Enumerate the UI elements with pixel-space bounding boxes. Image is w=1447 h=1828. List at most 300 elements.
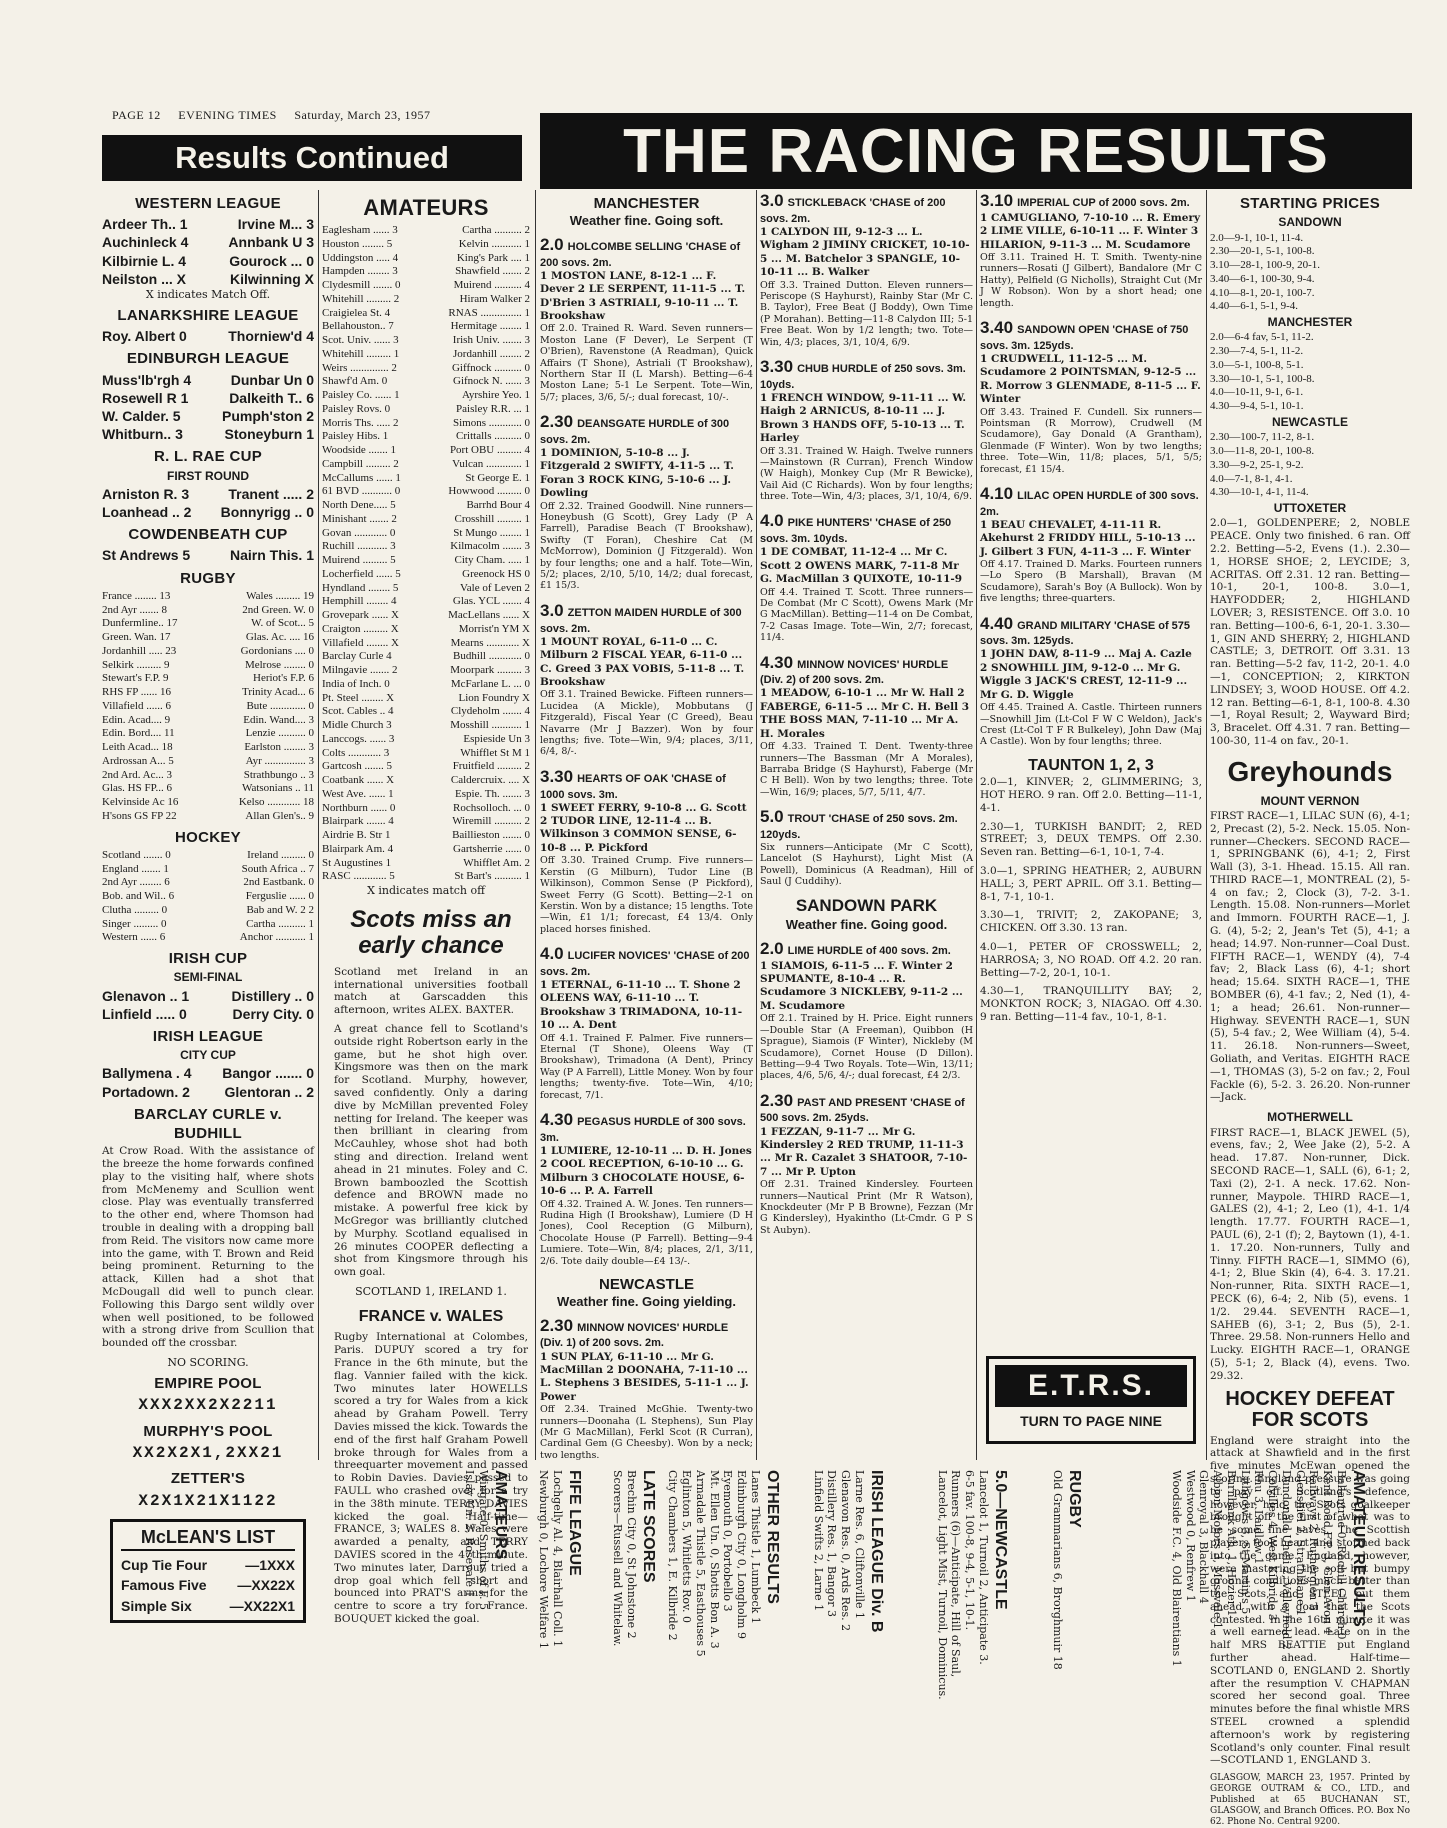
sandown-continued-races [980, 190, 1202, 748]
race-placings: 1 MOUNT ROYAL, 6-11-0 ... C. Milburn 2 FISCAL YEAR, 6-11-0 ... C. Greed 3 PAX VOBIS, 5-11-8 ... T. Brookshaw [540, 635, 745, 688]
rotated-results-text [935, 1470, 1010, 1730]
race-placings: 1 DOMINION, 5-10-8 ... J. Fitzgerald 2 SWIFTY, 4-11-5 ... T. Foran 3 ROCK KING, 5-10-6 ... J. Dowling [540, 446, 734, 500]
rotated-result-line: Lochgelly Al. 4, Blairhall Coll. 1 [551, 1470, 564, 1648]
away-team-score: Howwood ......... 0 [448, 485, 530, 498]
home-team-score: Dunfermline.. 17 [102, 617, 178, 630]
race-name: PIKE HUNTERS' 'CHASE of 250 sovs. 3m. 10yds. [760, 517, 952, 546]
home-team-score: RHS FP ...... 16 [102, 686, 171, 699]
result-row [102, 659, 314, 673]
newcastle-weather: Weather fine. Going yielding. [557, 1294, 736, 1310]
race-name: CHUB HURDLE of 250 sovs. 3m. 10yds. [760, 362, 966, 391]
race-details: Off 2.1. Trained by H. Price. Eight runners—Double Star (A Freeman), Quibbon (H Sprague), Siamois (F Winter), Nickleby (M Scudamore), Cornet House (D Dillon). Betting—9-4 Two Royals. Tote—Win, 13/11; places, 4/6, 5/6, 4/-; dual forecast, £4 2/3. [760, 1013, 973, 1082]
race-time: 2.30 [760, 1090, 794, 1110]
away-team-score: Vulcan ............. 1 [452, 457, 530, 470]
result-row [102, 810, 314, 824]
result-row [322, 279, 530, 293]
away-team-score: RNAS ............... 1 [448, 306, 530, 319]
rotated-results-heading: OTHER RESULTS [764, 1470, 781, 1604]
race-title [760, 652, 973, 688]
race-result [540, 1315, 753, 1462]
rotated-results-text [463, 1470, 511, 1730]
rotated-results-heading: IRISH LEAGUE Div. B [868, 1470, 885, 1633]
race-placings: 1 MOSTON LANE, 8-12-1 ... F. Dever 2 LE SERPENT, 11-11-5 ... T. D'Brien 3 ASTRIALI, 9-10-11 ... T. Brookshaw [540, 269, 746, 322]
away-team-score: Cartha .......... 2 [462, 224, 530, 237]
away-team-score: Port OBU ......... 4 [449, 444, 530, 457]
home-team-score: Kelvinside Ac 16 [102, 796, 179, 809]
etrs-box [986, 1356, 1196, 1444]
home-team-score: Villafield ........ X [322, 636, 399, 649]
result-row [322, 788, 530, 802]
rotated-result-line: 6-5 fav. 100-8, 9-4, 5-1, 10-1. [963, 1470, 977, 1631]
race-title [540, 1315, 753, 1351]
issue-date: Saturday, March 23, 1957 [294, 108, 431, 122]
result-row: Portadown. 2 Glentoran .. 2 [102, 1083, 314, 1100]
race-details: Off 3.11. Trained H. T. Smith. Twenty-nine runners—Rosati (J Gilbert), Bandalore (Mr C Hatty), Pelfield (G Nicholls), Straight Cut (Mr J W Robson). Won by a short head; one length. [980, 252, 1202, 309]
result-line: 2.30—7-4, 5-1, 11-2. [1210, 345, 1304, 358]
away-team-score: St Bart's .......... 1 [454, 870, 530, 883]
away-team-score: Barrhd Bour 4 [466, 499, 530, 512]
away-team-score: Clydeholm ....... 4 [450, 705, 530, 718]
race-title [540, 234, 753, 270]
column-rule [318, 190, 319, 1460]
home-team-score: Green. Wan. 17 [102, 631, 171, 644]
rotated-result-line: Rhu 3, Laidlaw 1 [1252, 1470, 1266, 1565]
rae-cup-round: FIRST ROUND [167, 468, 249, 483]
page-number: PAGE 12 [112, 108, 161, 122]
irish-cup-round: SEMI-FINAL [173, 970, 243, 985]
home-team-score: Morris Ths. ..... 2 [322, 416, 399, 429]
sandown-races [760, 938, 973, 1236]
result-row: Linfield ..... 0 Derry City. 0 [102, 1005, 314, 1022]
result-row [102, 617, 314, 631]
away-team-score: Bute ............. 0 [246, 699, 314, 712]
result-row [322, 458, 530, 472]
race-name: HEARTS OF OAK 'CHASE of 1000 sovs. 3m. [540, 772, 726, 801]
home-team-score: Midle Church 3 [322, 719, 392, 732]
result-line: 3.10—28-1, 100-9, 20-1. [1210, 259, 1320, 272]
result-line: 3.0—1, SPRING HEATHER; 2, AUBURN HALL; 3, PERT APRIL. Off 3.1. Betting—8-1, 7-1, 10-1. [980, 865, 1202, 903]
away-team-score: Muirend .......... 4 [453, 279, 530, 292]
result-row [322, 678, 530, 692]
result-row [322, 307, 530, 321]
race-time: 3.30 [760, 356, 794, 376]
race-name: LILAC OPEN HURDLE of 300 sovs. 2m. [980, 489, 1199, 518]
scots-miss-intro: Scotland met Ireland in an international universities football match at Garscadden this afternoon, writes ALEX. BAXTER. [334, 965, 528, 1017]
result-row [322, 774, 530, 788]
result-row [322, 664, 530, 678]
murphys-pool-line: XX2X2X1,2XX21 [132, 1443, 284, 1462]
result-row: Rosewell R 1 Dalkeith T.. 6 [102, 389, 314, 406]
cowdenbeath-cup-heading: COWDENBEATH CUP [128, 526, 288, 544]
result-row [322, 499, 530, 513]
manchester-weather: Weather fine. Going soft. [569, 213, 724, 229]
away-team-score: Espie. Th. ....... 3 [455, 787, 530, 800]
result-row [102, 631, 314, 645]
away-team-score: Cartha .......... 1 [246, 917, 314, 930]
motherwell-results: FIRST RACE—1, BLACK JEWEL (5), evens, fav.; 2, Wee Jake (2), 5-2. A head. 17.87. Non-runner, Dick. SECOND RACE—1, SALL (6), 6-1; 2, Taxi (2), 2-1. A neck. 17.62. Non-runner, Maypole. THIRD RACE—1, GALES (2), 4-1; 2, Leo (1), 4-1. 1/4 length. 17.77. FOURTH RACE—1, PAUL (6), 2-1 (f); 2, Baytown (1), 4-1. 1. 17.20. Non-runners, Tully and Tinny. FIFTH RACE—1, SIMMO (6), 4-1; 2, Blue Skin (4), 6-4. 3. 17.21. Non-runner, Rita. SIXTH RACE—1, PECK (6), 6-4; 2, Nib (5), evens. 1 1/2. 29.44. SEVENTH RACE—1, SAHEB (6), 3-1; 2, Bus (5), 2-1. Three. 29.58. Non-runners Hello and Lucky. EIGHTH RACE—1, ORANGE (5), 5-1; 2, Black (4), evens. Two. 29.32. [1210, 1126, 1410, 1382]
result-row [322, 540, 530, 554]
result-row [322, 403, 530, 417]
race-result [760, 356, 973, 503]
race-placings: 1 BEAU CHEVALET, 4-11-11 R. Akehurst 2 FRIDDY HILL, 5-10-13 ... J. Gilbert 3 FUN, 4-11-3 ... F. Winter [980, 518, 1196, 558]
home-team-score: 2nd Ard. Ac... 3 [102, 768, 172, 781]
result-row [322, 802, 530, 816]
rae-cup-heading: R. L. RAE CUP [153, 448, 263, 466]
home-team-score: Craigielea St. 4 [322, 306, 391, 319]
rotated-results-block [440, 1470, 510, 1730]
race-title [540, 766, 753, 802]
race-name: PEGASUS HURDLE of 300 sovs. 3m. [540, 1115, 746, 1144]
race-title [760, 190, 973, 226]
race-details: Off 3.30. Trained Crump. Five runners—Kerstin (G Milburn), Tudor Line (B Wilkinson), Common Sense (P Pickford), Sweet Ferry (G Scott). Betting—2-1 on Kerstin. Won by a distance; 15 lengths. Tote—Win, £1 1/1; forecast, £4 13/4. Only placed horses finished. [540, 855, 753, 935]
race-title [980, 613, 1202, 649]
column-rule [976, 190, 977, 1460]
rotated-result-line: Glenroyal 3, Blackhall 4 [1197, 1470, 1211, 1604]
mcleans-row: Famous Five —XX22X [121, 1577, 295, 1594]
race-details: Off 4.1. Trained F. Palmer. Five runners—Eternal (T Shone), Oleens Way (T Brookshaw), Trimadona (A Dent), Princy Way (P A Farrell), Little Money. Won by four lengths; twenty-five. Tote—Win, 4/10; forecast, 7/1. [540, 1032, 753, 1101]
home-team-score: RASC ............ 5 [322, 870, 395, 883]
home-team-score: Barclay Curle 4 [322, 650, 392, 663]
result-row [322, 843, 530, 857]
manchester-races [540, 234, 753, 1267]
rotated-result-line: Newburgh 0, Lochore Welfare 1 [537, 1470, 551, 1649]
result-row [102, 876, 314, 890]
hockey-defeat-headline: HOCKEY DEFEAT FOR SCOTS [1225, 1387, 1395, 1431]
race-name: GRAND MILITARY 'CHASE of 575 sovs. 3m. 125yds. [980, 619, 1191, 648]
race-time: 4.40 [980, 613, 1014, 633]
race-placings: 1 SWEET FERRY, 9-10-8 ... G. Scott 2 TUDOR LINE, 12-11-4 ... B. Wilkinson 3 COMMON SENSE, 6-10-8 ... P. Pickford [540, 801, 747, 854]
race-title [760, 510, 973, 546]
race-name: DEANSGATE HURDLE of 300 sovs. 2m. [540, 418, 730, 446]
race-details: Off 4.4. Trained T. Scott. Three runners—De Combat (Mr C Scott), Owens Mark (Mr G MacMillan). Betting—11-4 on De Combat, 7-2 Casas Image. Tote—Win, 2/7; forecast, 11/4. [760, 586, 973, 644]
race-placings: 1 ETERNAL, 6-11-10 ... T. Shone 2 OLEENS WAY, 6-11-10 ... T. Brookshaw 3 TRIMADONA, 10-11-10 ... A. Dent [540, 978, 743, 1032]
race-placings: 1 LUMIERE, 12-10-11 ... D. H. Jones 2 COOL RECEPTION, 6-10-10 ... G. Milburn 3 CHOCOLATE HOUSE, 6-10-6 ... P. A. Farrell [540, 1144, 752, 1198]
murphys-pool-heading: MURPHY'S POOL [143, 1422, 273, 1440]
home-team-score: Houston ........ 5 [322, 237, 393, 250]
home-team-score: Northburn ...... 0 [322, 801, 396, 814]
away-team-score: Budhill ............ 0 [452, 650, 530, 663]
result-row: Kilbirnie L. 4 Gourock ... 0 [102, 252, 314, 269]
rotated-result-line: Eyemouth 0, Portobello 3 [721, 1470, 735, 1612]
rotated-result-line: Linfield Swifts 2, Larne 1 [811, 1470, 825, 1612]
race-result [540, 766, 753, 935]
away-team-score: Giffnock .......... 0 [451, 361, 530, 374]
paper-name: EVENING TIMES [178, 108, 277, 122]
result-row [322, 554, 530, 568]
race-name: LIME HURDLE of 400 sovs. 2m. [787, 944, 951, 957]
rotated-result-line: Burnbank Ath. 1, Hozier 1 [1225, 1470, 1238, 1617]
column-rule [535, 190, 536, 1460]
race-title [760, 356, 973, 392]
result-row [322, 389, 530, 403]
result-line: 4.30—10-1, 4-1, 11-4. [1210, 486, 1309, 499]
away-team-score: Lenzie .......... 0 [245, 727, 314, 740]
race-placings: 1 JOHN DAW, 8-11-9 ... Maj A. Cazle 2 SNOWHILL JIM, 9-12-0 ... Mr G. Wiggle 3 JACK'S CREST, 12-11-9 ... Mr G. D. Wiggle [980, 648, 1192, 701]
race-placings: 1 FRENCH WINDOW, 9-11-11 ... W. Haigh 2 ARNICUS, 8-10-11 ... J. Brown 3 HANDS OFF, 5-10-13 ... T. Harley [760, 391, 967, 445]
race-result [540, 1109, 753, 1267]
rotated-result-line: Edinburgh City 0, Longholm 9 [735, 1470, 749, 1639]
result-row [102, 796, 314, 810]
sp-sandown-heading: SANDOWN [1278, 215, 1342, 230]
away-team-score: Strathbungo .. 3 [243, 768, 314, 781]
race-name: ZETTON MAIDEN HURDLE of 300 sovs. 2m. [540, 606, 742, 635]
result-row [322, 857, 530, 871]
result-row [322, 595, 530, 609]
result-row [102, 931, 314, 945]
sp-manchester-list [1210, 331, 1410, 414]
race-result [760, 938, 973, 1082]
away-team-score: Whifflet Am. 2 [463, 856, 530, 869]
mcleans-row: Simple Six —XX22X1 [121, 1597, 295, 1614]
home-team-score: Clutha ......... 0 [102, 903, 168, 916]
result-row [322, 747, 530, 761]
home-team-score: Stewart's F.P. 9 [102, 672, 169, 685]
away-team-score: Shawfield ....... 2 [455, 265, 530, 278]
western-league-heading: WESTERN LEAGUE [135, 195, 281, 212]
result-row [322, 733, 530, 747]
rotated-result-line: Colvilles 4, West Kilbride 3 [1266, 1470, 1280, 1621]
result-row: Arniston R. 3 Tranent ..... 2 [102, 485, 314, 502]
away-team-score: Whifflet St M 1 [460, 746, 530, 759]
race-time: 3.30 [540, 766, 574, 786]
race-time: 3.10 [980, 191, 1014, 210]
race-result [980, 613, 1202, 748]
result-row [322, 485, 530, 499]
away-team-score: Simons ............ 0 [452, 416, 530, 429]
result-row [102, 686, 314, 700]
result-row [322, 334, 530, 348]
rotated-results-text [1050, 1470, 1084, 1730]
hockey-results [102, 849, 314, 945]
away-team-score: Mosshill ........... 1 [450, 719, 530, 732]
race-result [540, 411, 753, 592]
race-result [980, 483, 1202, 605]
race-result [760, 1090, 973, 1237]
result-line: 3.0—5-1, 100-8, 5-1. [1210, 358, 1304, 371]
race-title [760, 806, 973, 842]
result-row [102, 714, 314, 728]
result-row: Loanhead .. 2 Bonnyrigg .. 0 [102, 504, 314, 521]
rotated-result-line: Railways 2, Rutherglen 5 [1307, 1470, 1321, 1611]
rotated-results-block [890, 1470, 1010, 1730]
results-continued-banner: Results Continued [102, 135, 522, 181]
rotated-result-line: Distillery Res. 1, Bangor 3 [825, 1470, 839, 1618]
result-row [322, 609, 530, 623]
result-row [322, 815, 530, 829]
away-team-score: Ferguslie ...... 0 [245, 890, 314, 902]
home-team-score: Shawf'd Am. 0 [322, 375, 388, 388]
result-row [322, 527, 530, 541]
race-result [760, 652, 973, 799]
amateurs-column [322, 190, 530, 910]
race-details: Off 2.34. Trained McGhie. Twenty-two runners—Doonaha (L Stephens), Sun Play (Mr G MacMillan), Ferkl Scot (R Curran), Cardinal Gem (G Cheesby). Won by a neck; two lengths. [540, 1404, 753, 1461]
result-row [322, 375, 530, 389]
newcastle-continued-column [760, 190, 973, 1460]
rotated-results-block [1088, 1470, 1368, 1730]
home-team-score: Glas. HS FP... 6 [102, 782, 172, 795]
home-team-score: Hemphill ........ 4 [322, 595, 397, 608]
result-line: 3.30—1, TRIVIT; 2, ZAKOPANE; 3, CHICKEN. Off 3.30. 13 ran. [980, 909, 1202, 935]
race-details: Off 2.32. Trained Goodwill. Nine runners—Honeybush (G Scott), Grey Lady (P A Farrell), Paradise Beach (T Brookshaw), Swifty (T Foran), Cheshire Cat (M McMorrow), Dominion (J Fitzgerald). Won by four lengths; one and a half. Tote—Win, 5/2; places, 2/10, 5/10, 14/2; dual forecast, £1 15/3. [540, 500, 753, 592]
home-team-score: France ........ 13 [102, 589, 171, 602]
race-name: MINNOW NOVICES' HURDLE (Div. 2) of 200 sovs. 2m. [760, 658, 949, 687]
race-time: 2.0 [760, 938, 784, 958]
away-team-score: Greenock HS 0 [462, 567, 530, 580]
away-team-score: Espieside Un 3 [463, 732, 530, 745]
result-row [102, 700, 314, 714]
result-row [102, 755, 314, 769]
home-team-score: Villafield ...... 6 [102, 699, 171, 712]
home-team-score: England ....... 1 [102, 862, 169, 875]
result-row: Auchinleck 4 Annbank U 3 [102, 234, 314, 251]
newcastle-races [540, 1315, 753, 1462]
race-placings: 1 CALYDON III, 9-12-3 ... L. Wigham 2 JIMINY CRICKET, 10-10-5 ... M. Batchelor 3 SPANGLE, 10-10-11 ... B. Walker [760, 225, 970, 279]
race-details: Off 2.0. Trained R. Ward. Seven runners—Moston Lane (F Dever), Le Serpent (T O'Brien), Ravenstone (A Readman), Quick Affairs (T Shone), Astriali (T Brookshaw), Northern Star II (L Marsh). Betting—6-4 Moston Lane; 5-1 Le Serpent. Tote—Win, 5/7; places, 3/6, 5/-; dual forecast, 10/-. [540, 323, 753, 403]
home-team-score: Colts ............ 3 [322, 746, 390, 759]
away-team-score: Caldercruix. .... X [450, 774, 530, 787]
result-row [102, 604, 314, 618]
away-team-score: Morrist'n YM X [458, 622, 530, 635]
away-team-score: Baillieston ....... 0 [452, 829, 530, 842]
race-name: IMPERIAL CUP of 2000 sovs. 2m. [1017, 197, 1190, 209]
rugby-heading: RUGBY [180, 569, 236, 587]
result-row [322, 513, 530, 527]
home-team-score: Locherfield ...... 5 [322, 567, 401, 580]
result-line: 2.0—6-4 fav, 5-1, 11-2. [1210, 331, 1314, 344]
barclay-curle-report: At Crow Road. With the assistance of the breeze the home forwards confined play to the visiting half, where shots from McMenemy and Scullion went close. Play was eventually transferred to the other end, where Thomson had trouble in dealing with a dropping ball from Reid. The visitors now came more into the game, with T. Brown and Reid being prominent. Returning to the attack, Killen had a shot that McDougall did well to punch clear. Following this Dargo sent wildly over when well positioned, to be followed with a strong drive from Scullion that bounded off the crossbar. [102, 1145, 314, 1350]
home-team-score: 2nd Ayr ........ 6 [102, 876, 170, 889]
away-team-score: McFarlane L. ... 0 [450, 677, 530, 690]
starting-prices-heading: STARTING PRICES [1239, 195, 1381, 212]
result-row: Ballymena . 4 Bangor ....... 0 [102, 1065, 314, 1082]
result-line: 2.30—1, TURKISH BANDIT; 2, RED STREET; 3, DEUX TEMPS. Off 2.30. Seven ran. Betting—6-1, 10-1, 7-4. [980, 820, 1202, 859]
rotated-result-line: Woodside F.C. 4, Old Blairentians 1 [1170, 1470, 1183, 1667]
home-team-score: Whitehill ......... 1 [322, 347, 400, 360]
result-line: 3.30—9-2, 25-1, 9-2. [1210, 458, 1304, 471]
result-line: 2.30—100-7, 11-2, 8-1. [1210, 431, 1315, 444]
away-team-score: Anchor ........... 1 [239, 931, 314, 944]
away-team-score: 2nd Green. W. 0 [242, 603, 314, 616]
race-name: TROUT 'CHASE of 250 sovs. 2m. 120yds. [760, 813, 958, 841]
column-rule [756, 190, 757, 1460]
result-row [322, 582, 530, 596]
result-row [322, 760, 530, 774]
away-team-score: Bab and W. 2 2 [246, 903, 314, 916]
away-team-score: Hiram Walker 2 [459, 292, 530, 305]
away-team-score: 2nd Eastbank. 0 [243, 876, 314, 889]
home-team-score: Hyndland ........ 5 [322, 581, 399, 594]
result-row: Ardeer Th.. 1 Irvine M... 3 [102, 216, 314, 233]
sp-newcastle-heading: NEWCASTLE [1272, 414, 1348, 429]
race-time: 2.30 [540, 412, 574, 432]
home-team-score: Selkirk ......... 9 [102, 658, 170, 671]
home-team-score: Hampden ........ 3 [322, 265, 398, 278]
result-line: 4.30—9-4, 5-1, 10-1. [1210, 400, 1304, 413]
away-team-score: Jordanhill ........ 2 [453, 347, 530, 360]
home-team-score: Whitehill ......... 2 [322, 292, 400, 305]
irish-league-heading: IRISH LEAGUE [152, 1027, 264, 1045]
rotated-results-text [666, 1470, 782, 1730]
manchester-heading: MANCHESTER [593, 195, 700, 212]
taunton-heading: TAUNTON 1, 2, 3 [1028, 756, 1154, 774]
race-time: 4.10 [980, 483, 1014, 503]
empire-pool-heading: EMPIRE POOL [154, 1375, 262, 1393]
away-team-score: Trinity Acad... 6 [241, 686, 314, 699]
away-team-score: Earlston ........ 3 [244, 741, 314, 754]
rotated-results-heading: LATE SCORES [640, 1470, 657, 1583]
newcastle-heading: NEWCASTLE [599, 1275, 694, 1293]
away-team-score: South Africa .. 7 [241, 862, 314, 875]
rotated-result-line: Westwood 0, Renfrew 1 [1183, 1470, 1197, 1602]
away-team-score: Watsonians .. 11 [241, 782, 314, 795]
result-row [102, 741, 314, 755]
race-result [540, 234, 753, 403]
race-title [980, 317, 1202, 353]
away-team-score: Gartsherrie ...... 0 [453, 842, 530, 855]
race-title [760, 1090, 973, 1126]
edinburgh-league-heading: EDINBURGH LEAGUE [126, 350, 290, 368]
away-team-score: W. of Scot... 5 [251, 617, 314, 630]
home-team-score: Milngavie ....... 2 [322, 664, 398, 677]
rotated-results-heading: 5.0—NEWCASTLE [992, 1470, 1009, 1610]
etrs-title: E.T.R.S. [995, 1365, 1187, 1407]
home-team-score: Paisley Hibs. 1 [322, 430, 389, 443]
home-team-score: Scot. Univ. ...... 3 [322, 334, 399, 347]
home-team-score: Woodside ....... 1 [322, 444, 396, 457]
result-row [102, 863, 314, 877]
race-details: Off 3.3. Trained Dutton. Eleven runners—Periscope (S Hayhurst), Rainby Star (Mr C. B. Taylor), Free Beat (J Boddy), Own Time (P Morahan). Betting—11-8 Calydon III; 5-1 Free Beat. Won by 1/2 length; two. Tote—Win, 4/3; places, 3/1, 10/4, 6/9. [760, 279, 973, 348]
mount-vernon-heading: MOUNT VERNON [1260, 793, 1360, 808]
sp-manchester-heading: MANCHESTER [1267, 315, 1353, 330]
away-team-score: Lion Foundry X [458, 691, 530, 704]
result-line: 4.40—6-1, 5-1, 9-4. [1210, 300, 1298, 313]
race-time: 4.0 [760, 511, 784, 531]
newcastle-continued-races [760, 190, 973, 887]
home-team-score: Western ...... 6 [102, 931, 166, 944]
rotated-results-block [786, 1470, 886, 1730]
hockey-heading: HOCKEY [175, 828, 241, 846]
result-row: Muss'lb'rgh 4 Dunbar Un 0 [102, 371, 314, 388]
result-row [102, 782, 314, 796]
race-details: Off 3.1. Trained Bewicke. Fifteen runners—Lucidea (A Mickle), Mobbutans (J Fitzgerald), Fiscal Year (C Greed), Beau Navarre (Mr J Bazzer). Won by four lengths; five. Tote—Win, 9/4; places, 3/11, 6/4, 8/-. [540, 689, 753, 758]
irish-league-sub: CITY CUP [180, 1048, 236, 1063]
result-row [322, 320, 530, 334]
home-team-score: Clydesmill ....... 0 [322, 279, 401, 292]
home-team-score: Minishant ....... 2 [322, 512, 397, 525]
result-line: 4.0—7-1, 8-1, 4-1. [1210, 472, 1293, 485]
race-result [760, 806, 973, 887]
page-folio [112, 108, 445, 123]
home-team-score: North Dene..... 5 [322, 499, 396, 512]
away-team-score: Paisley R.R. ... 1 [456, 402, 530, 415]
result-row [322, 829, 530, 843]
result-row [102, 769, 314, 783]
home-team-score: Blairpark ....... 4 [322, 815, 394, 828]
rotated-result-line: Albion Motors 3, Mossvale 1 [1211, 1470, 1225, 1630]
hockey-defeat-report: England were straight into the attack at Shawfield and in the first five minutes McEwan opened the scoring. England pressure was going to pay off. Scotland's defence, however, held, the Scots goalkeeper brought off the first of what was to be some fine saves. The Scottish players took heart and stormed back into the game. England, however, were mastering the soft but bumpy ground conditions much better than the Scots, and STEEL put them ahead with a goal that the Scots contested. In the 16th minute it was a well earned lead. Late on in the half MRS BEATTIE put England further ahead. Half-time—SCOTLAND 0, ENGLAND 2. Shortly after the resumption V. CHAPMAN scored her second goal. Three minutes before the final whistle MRS STEEL crowned a splendid afternoon's work by registering Scotland's only counter. Final result—SCOTLAND 1, ENGLAND 3. [1210, 1434, 1410, 1767]
result-line: 3.30—10-1, 5-1, 100-8. [1210, 372, 1315, 385]
result-row [102, 904, 314, 918]
result-row [322, 417, 530, 431]
home-team-score: India of Inch. 0 [322, 677, 390, 690]
race-result [760, 510, 973, 643]
away-team-score: Kilmacolm ....... 3 [450, 540, 530, 553]
rotated-results-block [1014, 1470, 1084, 1730]
result-row [102, 849, 314, 863]
sandown-weather: Weather fine. Going good. [785, 917, 948, 933]
race-placings: 1 DE COMBAT, 11-12-4 ... Mr C. Scott 2 OWENS MARK, 7-11-8 Mr G. MacMillan 3 QUIXOTE, 10-11-9 [760, 546, 963, 586]
mount-vernon-results: FIRST RACE—1, LILAC SUN (6), 4-1; 2, Precast (2), 5-2. Neck. 15.05. Non-runner—Checkers. SECOND RACE—1, SPRINGBANK (6), 4-1; 2, First Wall (3), 3-1. Hhead. 15.15. All ran. THIRD RACE—1, MONTREAL (2), 5-4 on fav.; 2, Clock (3), 7-2. 3-1. Length. 15.08. Non-runners—Morlet and Immorn. FOURTH RACE—1, J. G. (4), 5-2; 2, Jean's Tet (5), 4-1; a head; 14.97. Non-runner—Coal Dust. FIFTH RACE—1, WENDY (4), 7-4 fav; 2, Black Lass (6), 4-1; short head; 15.64. SIXTH RACE—1, THE BOMBER (6), 4-1 fav.; 2, Ned (1), 4-1; a head; 26.61. Non-runner—Highway. SEVENTH RACE—1, SUN (5), 5-4 fav.; 2, Wee William (4), 5-4. 11. 26.18. Non-runners—Sweet, Goliath, and Veritas. EIGHTH RACE—1, THOMAS (3), 5-2 on fav.; 2, Foul Fackle (6), 5-2. 3. 26.20. Non-runner—Jack. [1210, 809, 1410, 1104]
